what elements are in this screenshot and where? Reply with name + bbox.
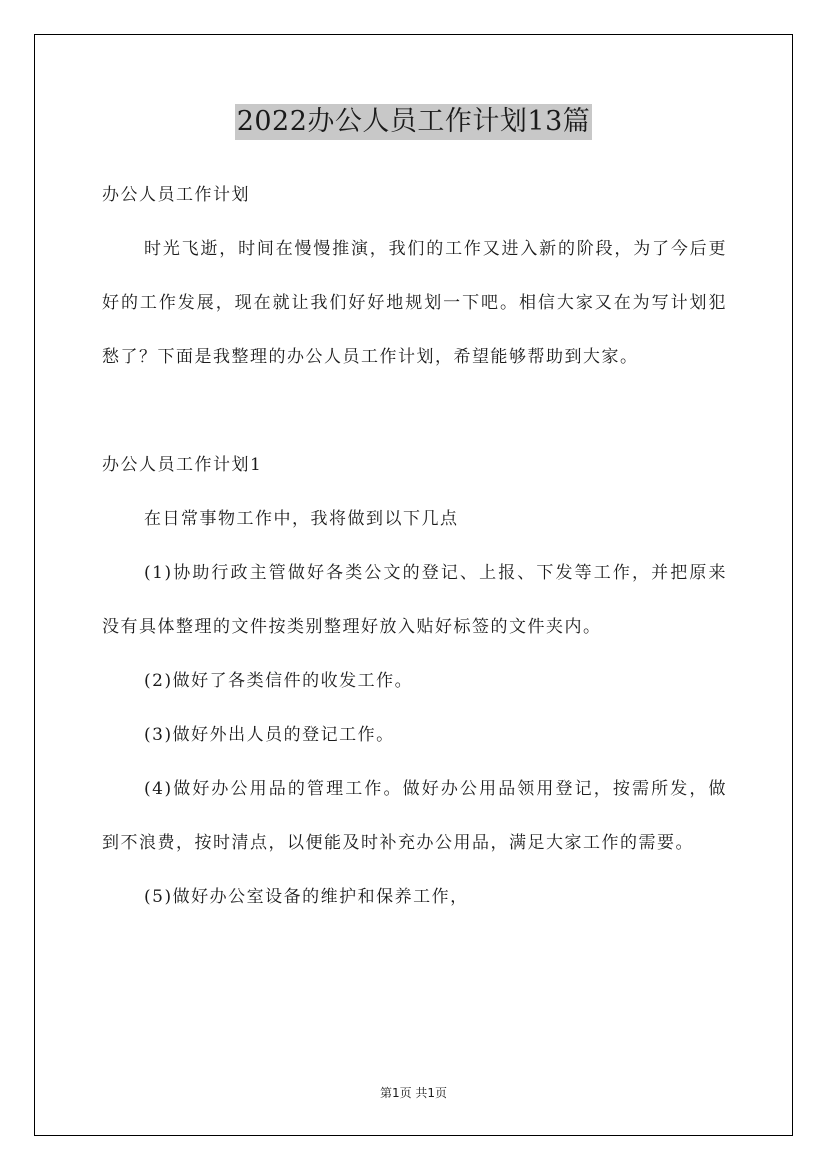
body-paragraph: 时光飞逝，时间在慢慢推演，我们的工作又进入新的阶段，为了今后更好的工作发展，现在就让我们好好地规划一下吧。相信大家又在为写计划犯愁了？下面是我整理的办公人员工作计划，希望能够帮助到大家。 — [102, 239, 727, 367]
body-paragraph: (3)做好外出人员的登记工作。 — [144, 725, 395, 745]
document-body — [102, 168, 727, 924]
document-title: 2022办公人员工作计划13篇 — [235, 104, 593, 140]
paragraph-gap — [102, 384, 727, 438]
section-heading: 办公人员工作计划 — [102, 185, 250, 205]
title-container — [0, 104, 827, 140]
body-paragraph: (2)做好了各类信件的收发工作。 — [144, 671, 414, 691]
section-heading: 办公人员工作计划1 — [102, 455, 263, 475]
page-footer: 第1页 共1页 — [379, 1086, 448, 1100]
body-paragraph: 在日常事物工作中，我将做到以下几点 — [144, 509, 459, 529]
body-paragraph: (4)做好办公用品的管理工作。做好办公用品领用登记，按需所发，做到不浪费，按时清点，以便能及时补充办公用品，满足大家工作的需要。 — [102, 779, 727, 853]
body-paragraph: (5)做好办公室设备的维护和保养工作， — [144, 887, 469, 907]
body-paragraph: (1)协助行政主管做好各类公文的登记、上报、下发等工作，并把原来没有具体整理的文件按类别整理好放入贴好标签的文件夹内。 — [102, 563, 727, 637]
